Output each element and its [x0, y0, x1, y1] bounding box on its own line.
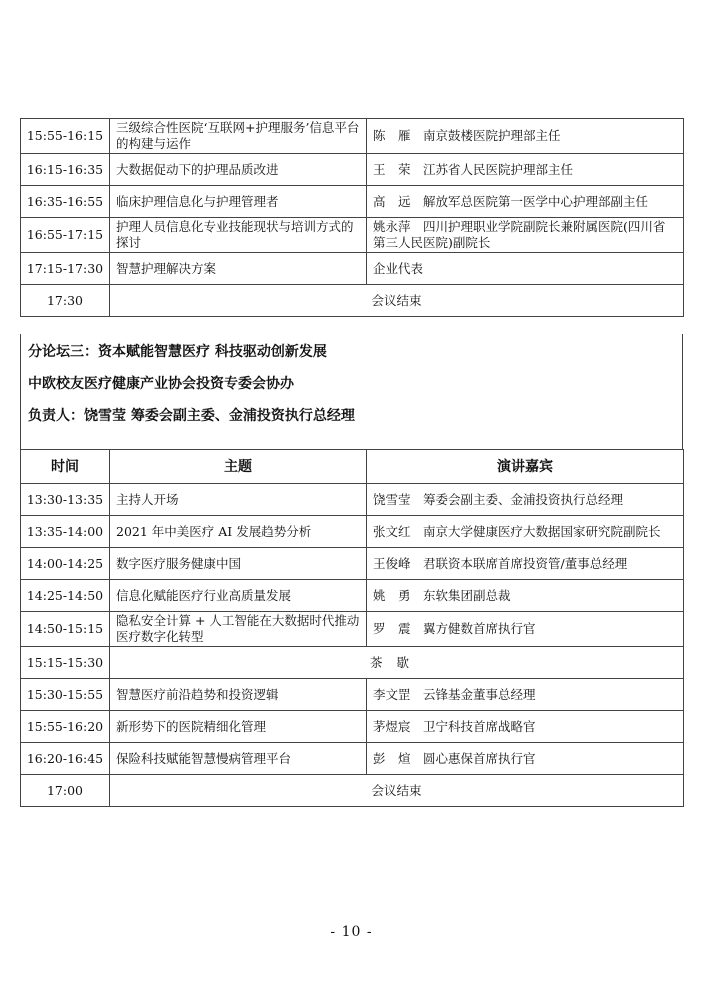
time-cell: 14:00-14:25: [21, 548, 110, 580]
speaker-cell: 王俊峰 君联资本联席首席投资管/董事总经理: [367, 548, 684, 580]
time-cell: 13:35-14:00: [21, 516, 110, 548]
topic-cell: 数字医疗服务健康中国: [110, 548, 367, 580]
topic-cell: 主持人开场: [110, 484, 367, 516]
speaker-cell: 王 荣 江苏省人民医院护理部主任: [367, 154, 684, 186]
time-cell: 15:15-15:30: [21, 647, 110, 679]
speaker-cell: 陈 雁 南京鼓楼医院护理部主任: [367, 119, 684, 154]
schedule-table-forum3: [20, 449, 684, 807]
table-row: [21, 548, 684, 580]
header-speaker: 演讲嘉宾: [367, 450, 684, 484]
break-cell: 茶歇: [110, 647, 684, 679]
table-row: [21, 516, 684, 548]
table-row: [21, 218, 684, 253]
table-row: [21, 186, 684, 218]
time-cell: 15:55-16:20: [21, 711, 110, 743]
topic-cell: 新形势下的医院精细化管理: [110, 711, 367, 743]
topic-cell: 智慧医疗前沿趋势和投资逻辑: [110, 679, 367, 711]
schedule-table-forum2-end: [20, 118, 684, 317]
time-cell: 16:55-17:15: [21, 218, 110, 253]
speaker-cell: 茅煜宸 卫宁科技首席战略官: [367, 711, 684, 743]
topic-cell: 隐私安全计算 + 人工智能在大数据时代推动医疗数字化转型: [110, 612, 367, 647]
time-cell: 14:50-15:15: [21, 612, 110, 647]
speaker-cell: 李文罡 云锋基金董事总经理: [367, 679, 684, 711]
forum3-title: 分论坛三：资本赋能智慧医疗 科技驱动创新发展: [28, 344, 327, 360]
time-cell: 14:25-14:50: [21, 580, 110, 612]
topic-cell: 保险科技赋能智慧慢病管理平台: [110, 743, 367, 775]
table-header-row: [21, 450, 684, 484]
end-cell: 会议结束: [110, 775, 684, 807]
speaker-cell: 彭 煊 圆心惠保首席执行官: [367, 743, 684, 775]
speaker-cell: 姚 勇 东软集团副总裁: [367, 580, 684, 612]
speaker-cell: 张文红 南京大学健康医疗大数据国家研究院副院长: [367, 516, 684, 548]
forum3-organizer: 中欧校友医疗健康产业协会投资专委会协办: [28, 376, 294, 392]
topic-cell: 临床护理信息化与护理管理者: [110, 186, 367, 218]
table-row-end: [21, 775, 684, 807]
table-row: [21, 253, 684, 285]
forum3-leader: 负责人：饶雪莹 筹委会副主委、金浦投资执行总经理: [28, 408, 355, 424]
table-row-end: [21, 285, 684, 317]
table-row: [21, 743, 684, 775]
topic-cell: 智慧护理解决方案: [110, 253, 367, 285]
speaker-cell: 企业代表: [367, 253, 684, 285]
topic-cell: 三级综合性医院‘互联网+护理服务’信息平台的构建与运作: [110, 119, 367, 154]
time-cell: 15:55-16:15: [21, 119, 110, 154]
time-cell: 17:15-17:30: [21, 253, 110, 285]
time-cell: 17:30: [21, 285, 110, 317]
topic-cell: 2021 年中美医疗 AI 发展趋势分析: [110, 516, 367, 548]
speaker-cell: 高 远 解放军总医院第一医学中心护理部副主任: [367, 186, 684, 218]
header-time: 时间: [21, 450, 110, 484]
table-row: [21, 612, 684, 647]
table-row: [21, 711, 684, 743]
page-number: - 10 -: [330, 924, 373, 940]
table-row: [21, 119, 684, 154]
time-cell: 17:00: [21, 775, 110, 807]
topic-cell: 信息化赋能医疗行业高质量发展: [110, 580, 367, 612]
topic-cell: 大数据促动下的护理品质改进: [110, 154, 367, 186]
speaker-cell: 罗 震 翼方健数首席执行官: [367, 612, 684, 647]
table-row: [21, 679, 684, 711]
time-cell: 13:30-13:35: [21, 484, 110, 516]
table-row: [21, 484, 684, 516]
end-cell: 会议结束: [110, 285, 684, 317]
speaker-cell: 饶雪莹 筹委会副主委、金浦投资执行总经理: [367, 484, 684, 516]
forum3-header: [20, 334, 683, 449]
topic-cell: 护理人员信息化专业技能现状与培训方式的探讨: [110, 218, 367, 253]
table-row: [21, 580, 684, 612]
header-topic: 主题: [110, 450, 367, 484]
time-cell: 16:15-16:35: [21, 154, 110, 186]
table-row: [21, 154, 684, 186]
time-cell: 16:20-16:45: [21, 743, 110, 775]
table-row-break: [21, 647, 684, 679]
time-cell: 16:35-16:55: [21, 186, 110, 218]
speaker-cell: 姚永萍 四川护理职业学院副院长兼附属医院(四川省第三人民医院)副院长: [367, 218, 684, 253]
time-cell: 15:30-15:55: [21, 679, 110, 711]
